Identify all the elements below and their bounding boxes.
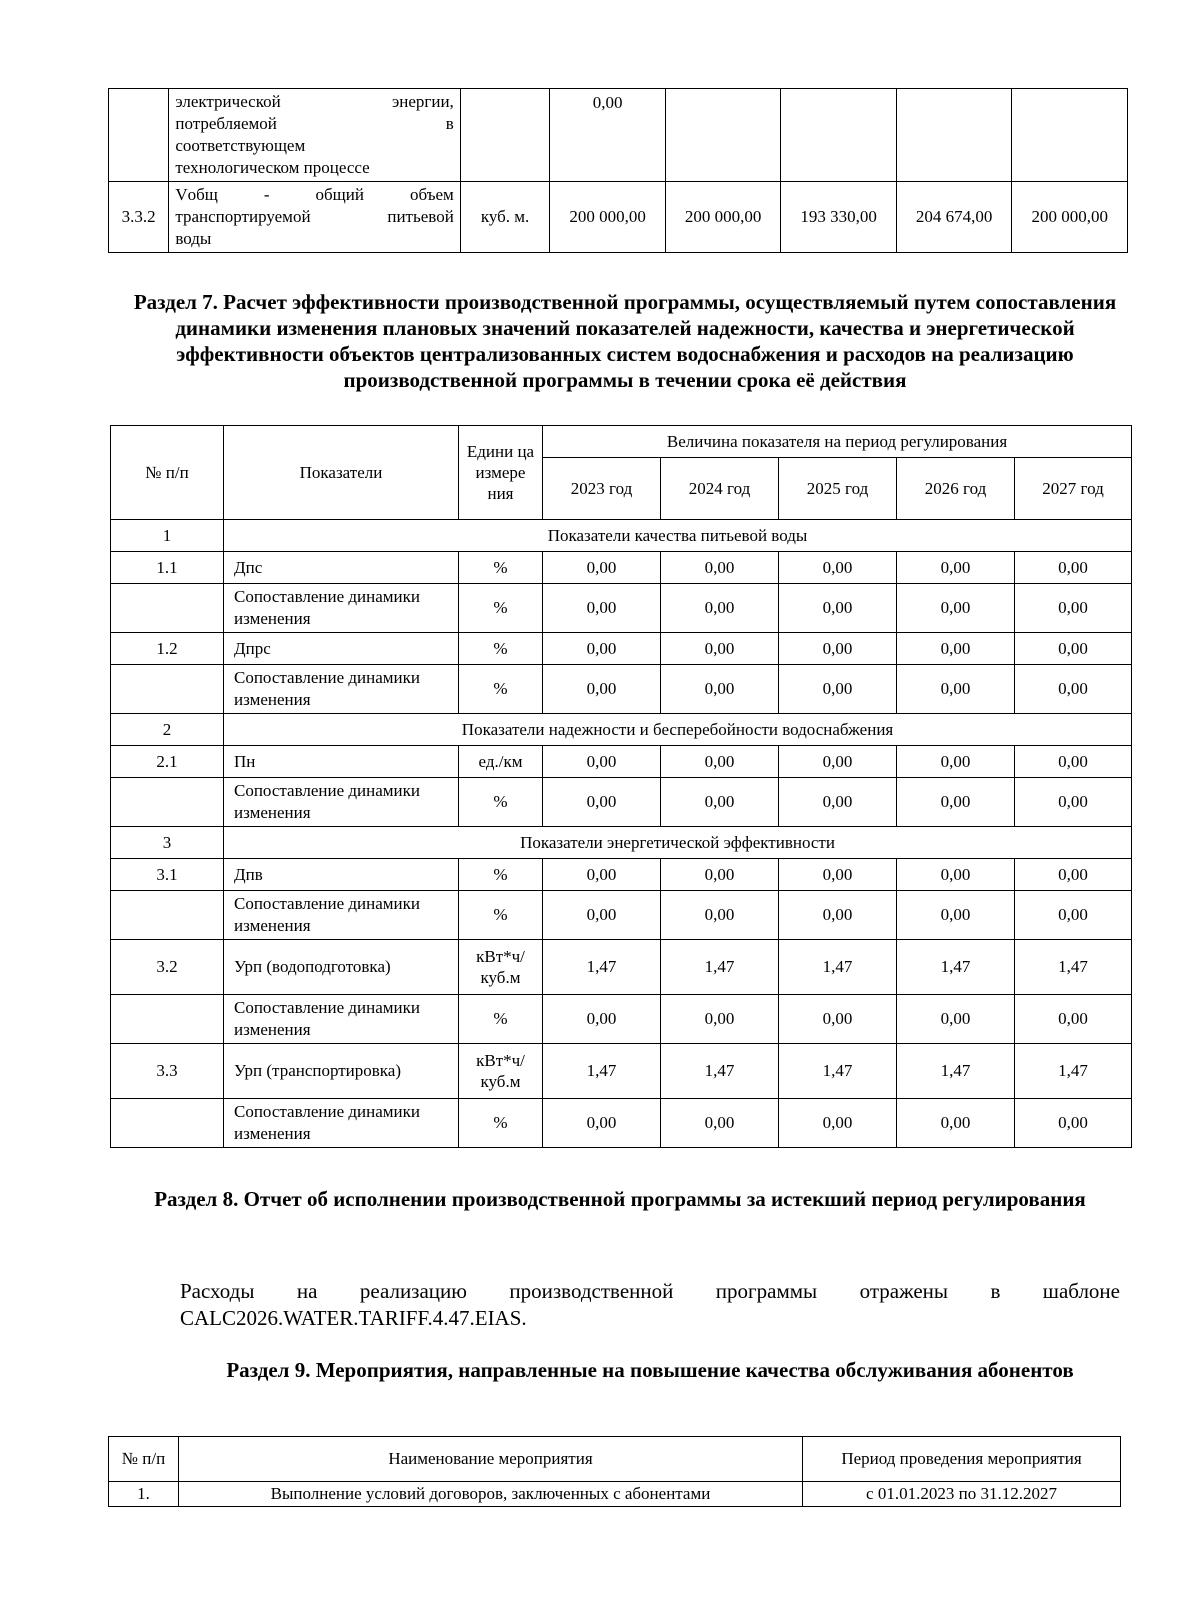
section-8-title: Раздел 8. Отчет об исполнении производственной программы за истекший период регулирования <box>154 1187 1086 1211</box>
table-row <box>111 891 1132 940</box>
table-row <box>111 1099 1132 1148</box>
header-num: № п/п <box>109 1437 179 1482</box>
value-cell: 0,00 <box>661 665 779 714</box>
header-indicator: Показатели <box>224 426 459 520</box>
desc-line: соответствующем <box>175 136 306 155</box>
indicator-name: Сопоставление динамики изменения <box>224 995 459 1044</box>
row-description <box>169 182 460 253</box>
indicator-name: Дпс <box>224 552 459 584</box>
row-number <box>111 665 224 714</box>
row-unit <box>460 89 550 182</box>
indicator-name: Сопоставление динамики изменения <box>224 584 459 633</box>
row-number: 1.1 <box>111 552 224 584</box>
unit-cell: % <box>459 778 543 827</box>
header-name: Наименование мероприятия <box>179 1437 803 1482</box>
value-cell: 0,00 <box>543 859 661 891</box>
group-row <box>111 827 1132 859</box>
value-cell: 0,00 <box>779 584 897 633</box>
header-unit: Едини ца измере ния <box>459 426 543 520</box>
indicator-name: Пн <box>224 746 459 778</box>
value-cell: 0,00 <box>779 665 897 714</box>
value-cell: 1,47 <box>661 940 779 995</box>
indicator-name: Сопоставление динамики изменения <box>224 1099 459 1148</box>
table-row <box>109 1482 1121 1507</box>
value-cell: 0,00 <box>897 633 1015 665</box>
desc-line: транспортируемой питьевой <box>175 207 454 226</box>
table-row <box>111 584 1132 633</box>
header-num: № п/п <box>111 426 224 520</box>
value-cell: 0,00 <box>661 1099 779 1148</box>
value-cell <box>665 89 781 182</box>
value-cell: 200 000,00 <box>1012 182 1128 253</box>
value-cell: 0,00 <box>1015 859 1132 891</box>
header-year: 2027 год <box>1015 458 1132 520</box>
section-8-paragraph <box>180 1278 1120 1332</box>
group-title: Показатели качества питьевой воды <box>224 520 1132 552</box>
value-cell: 204 674,00 <box>896 182 1012 253</box>
value-cell: 0,00 <box>779 859 897 891</box>
value-cell: 0,00 <box>1015 633 1132 665</box>
value-cell <box>1012 89 1128 182</box>
paragraph-line: CALC2026.WATER.TARIFF.4.47.EIAS. <box>180 1306 527 1330</box>
row-number: 3.2 <box>111 940 224 995</box>
value-cell: 0,00 <box>661 859 779 891</box>
table-row <box>111 665 1132 714</box>
row-number <box>111 778 224 827</box>
value-cell <box>781 89 897 182</box>
unit-cell: % <box>459 633 543 665</box>
efficiency-table <box>110 425 1132 1148</box>
indicator-name: Дпв <box>224 859 459 891</box>
value-cell: 0,00 <box>543 995 661 1044</box>
value-cell: 1,47 <box>1015 1044 1132 1099</box>
value-cell: 1,47 <box>779 1044 897 1099</box>
value-cell: 1,47 <box>543 940 661 995</box>
row-number: 3.3.2 <box>109 182 169 253</box>
table-row <box>111 552 1132 584</box>
value-cell: 0,00 <box>1015 778 1132 827</box>
value-cell: 0,00 <box>661 891 779 940</box>
header-row <box>111 426 1132 458</box>
value-cell: 0,00 <box>779 1099 897 1148</box>
value-cell: 0,00 <box>661 778 779 827</box>
value-cell: 0,00 <box>661 995 779 1044</box>
indicator-name: Дпрс <box>224 633 459 665</box>
value-cell: 0,00 <box>779 891 897 940</box>
desc-line: Vобщ - общий объем <box>175 185 454 204</box>
row-unit: куб. м. <box>460 182 550 253</box>
value-cell: 0,00 <box>897 859 1015 891</box>
value-cell: 0,00 <box>1015 995 1132 1044</box>
value-cell: 200 000,00 <box>665 182 781 253</box>
unit-cell: % <box>459 995 543 1044</box>
value-cell: 0,00 <box>897 1099 1015 1148</box>
unit-cell: кВт*ч/ куб.м <box>459 940 543 995</box>
row-number: 3.3 <box>111 1044 224 1099</box>
activity-name: Выполнение условий договоров, заключенных с абонентами <box>179 1482 803 1507</box>
header-period: Период проведения мероприятия <box>803 1437 1121 1482</box>
section-7-title: Раздел 7. Расчет эффективности производственной программы, осуществляемый путем сопоставления динамики изменения плановых значений показателей надежности, качества и энергетической эффективности объектов централизованных систем водоснабжения и расходов на реализацию производственной программы в течении срока её действия <box>133 290 1117 392</box>
table-row <box>111 940 1132 995</box>
activities-table <box>108 1436 1121 1507</box>
value-cell: 0,00 <box>543 665 661 714</box>
unit-cell: % <box>459 584 543 633</box>
value-cell: 1,47 <box>897 940 1015 995</box>
value-cell: 0,00 <box>543 891 661 940</box>
table-row <box>111 1044 1132 1099</box>
unit-cell: % <box>459 859 543 891</box>
row-number <box>111 995 224 1044</box>
header-period: Величина показателя на период регулирования <box>543 426 1132 458</box>
value-cell: 0,00 <box>1015 552 1132 584</box>
value-cell: 0,00 <box>661 552 779 584</box>
desc-line: воды <box>175 229 212 248</box>
value-cell: 0,00 <box>779 552 897 584</box>
value-cell: 0,00 <box>1015 746 1132 778</box>
unit-cell: % <box>459 1099 543 1148</box>
group-num: 3 <box>111 827 224 859</box>
table-row <box>111 778 1132 827</box>
indicator-name: Урп (водоподготовка) <box>224 940 459 995</box>
value-cell: 193 330,00 <box>781 182 897 253</box>
group-row <box>111 520 1132 552</box>
header-year: 2023 год <box>543 458 661 520</box>
table-row <box>111 746 1132 778</box>
value-cell: 0,00 <box>897 584 1015 633</box>
row-number: 3.1 <box>111 859 224 891</box>
value-cell: 0,00 <box>779 995 897 1044</box>
value-cell <box>896 89 1012 182</box>
unit-cell: ед./км <box>459 746 543 778</box>
value-cell: 0,00 <box>543 778 661 827</box>
value-cell: 0,00 <box>897 552 1015 584</box>
value-cell: 0,00 <box>661 633 779 665</box>
row-number <box>109 89 169 182</box>
table-row <box>111 995 1132 1044</box>
value-cell: 0,00 <box>897 778 1015 827</box>
value-cell: 0,00 <box>897 665 1015 714</box>
row-number <box>111 584 224 633</box>
value-cell: 0,00 <box>897 995 1015 1044</box>
row-number <box>111 1099 224 1148</box>
value-cell: 1,47 <box>779 940 897 995</box>
desc-line: технологическом процессе <box>175 158 370 177</box>
value-cell: 0,00 <box>1015 665 1132 714</box>
value-cell: 0,00 <box>1015 1099 1132 1148</box>
group-title: Показатели надежности и бесперебойности водоснабжения <box>224 714 1132 746</box>
value-cell: 0,00 <box>1015 891 1132 940</box>
value-cell: 0,00 <box>897 891 1015 940</box>
table-row <box>109 182 1128 253</box>
indicator-name: Сопоставление динамики изменения <box>224 665 459 714</box>
value-cell: 0,00 <box>779 746 897 778</box>
row-number: 1.2 <box>111 633 224 665</box>
unit-cell: % <box>459 665 543 714</box>
row-description <box>169 89 460 182</box>
value-cell: 200 000,00 <box>550 182 666 253</box>
top-table <box>108 88 1128 253</box>
value-cell: 0,00 <box>543 633 661 665</box>
indicator-name: Урп (транспортировка) <box>224 1044 459 1099</box>
value-cell: 0,00 <box>543 746 661 778</box>
value-cell: 0,00 <box>543 584 661 633</box>
group-row <box>111 714 1132 746</box>
header-row <box>109 1437 1121 1482</box>
value-cell: 0,00 <box>779 778 897 827</box>
value-cell: 0,00 <box>543 552 661 584</box>
activity-period: с 01.01.2023 по 31.12.2027 <box>803 1482 1121 1507</box>
desc-line: потребляемой в <box>175 114 454 133</box>
unit-cell: % <box>459 552 543 584</box>
value-cell: 0,00 <box>897 746 1015 778</box>
table-row <box>109 89 1128 182</box>
value-cell: 0,00 <box>661 746 779 778</box>
indicator-name: Сопоставление динамики изменения <box>224 778 459 827</box>
header-year: 2024 год <box>661 458 779 520</box>
value-cell: 0,00 <box>550 89 666 182</box>
value-cell: 1,47 <box>1015 940 1132 995</box>
unit-cell: % <box>459 891 543 940</box>
row-number: 2.1 <box>111 746 224 778</box>
group-title: Показатели энергетической эффективности <box>224 827 1132 859</box>
value-cell: 1,47 <box>543 1044 661 1099</box>
paragraph-line: Расходы на реализацию производственной программы отражены в шаблоне <box>180 1279 1120 1303</box>
value-cell: 1,47 <box>661 1044 779 1099</box>
table-row <box>111 633 1132 665</box>
group-num: 1 <box>111 520 224 552</box>
value-cell: 1,47 <box>897 1044 1015 1099</box>
value-cell: 0,00 <box>661 584 779 633</box>
row-number: 1. <box>109 1482 179 1507</box>
value-cell: 0,00 <box>543 1099 661 1148</box>
unit-cell: кВт*ч/ куб.м <box>459 1044 543 1099</box>
value-cell: 0,00 <box>1015 584 1132 633</box>
group-num: 2 <box>111 714 224 746</box>
value-cell: 0,00 <box>779 633 897 665</box>
desc-line: электрической энергии, <box>175 92 454 111</box>
indicator-name: Сопоставление динамики изменения <box>224 891 459 940</box>
header-year: 2026 год <box>897 458 1015 520</box>
table-row <box>111 859 1132 891</box>
row-number <box>111 891 224 940</box>
section-9-title: Раздел 9. Мероприятия, направленные на повышение качества обслуживания абонентов <box>226 1358 1074 1382</box>
header-year: 2025 год <box>779 458 897 520</box>
